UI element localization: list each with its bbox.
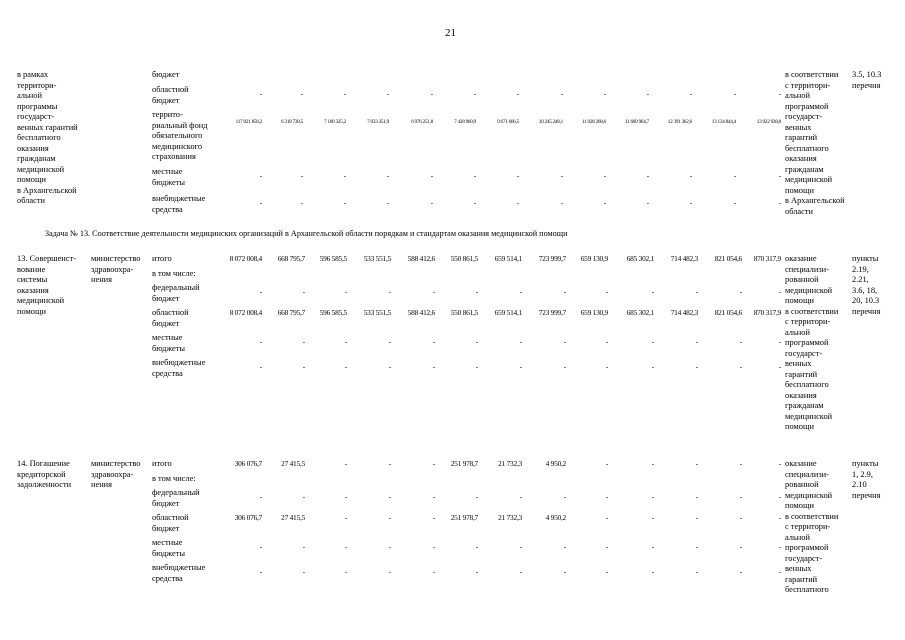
funding-value-cell: - bbox=[778, 492, 781, 501]
funding-value-cell: - bbox=[560, 171, 563, 180]
funding-value-cell: - bbox=[646, 198, 649, 207]
funding-value-cell: - bbox=[344, 337, 347, 346]
funding-value-cell: 8 072 008,4 bbox=[229, 308, 262, 317]
funding-value-cell: - bbox=[516, 171, 519, 180]
funding-source-label: итого bbox=[152, 459, 172, 468]
funding-value-cell: 6 318 738,5 bbox=[281, 119, 303, 125]
funding-value-cell: - bbox=[519, 542, 522, 551]
funding-value-cell: - bbox=[388, 362, 391, 371]
funding-value-cell: - bbox=[432, 513, 435, 522]
block2-result: оказание специализи- рованной медицинской помощи в соответствии с территори- альной программой государст- венных гарантий бесплатного оказания гражданам медицинской помощи bbox=[785, 254, 839, 431]
funding-value-cell: - bbox=[516, 89, 519, 98]
funding-value-cell: - bbox=[739, 567, 742, 576]
funding-value-cell: - bbox=[344, 567, 347, 576]
funding-value-cell: - bbox=[778, 459, 781, 468]
funding-value-cell: - bbox=[259, 198, 262, 207]
block3-executor: министерство здравоохра- нения bbox=[91, 459, 141, 489]
page-number: 21 bbox=[445, 27, 456, 39]
funding-value-cell: - bbox=[473, 89, 476, 98]
funding-value-cell: 251 978,7 bbox=[450, 513, 478, 522]
funding-value-cell: - bbox=[695, 362, 698, 371]
funding-value-cell: - bbox=[473, 171, 476, 180]
funding-value-cell: - bbox=[386, 89, 389, 98]
funding-value-cell: - bbox=[259, 492, 262, 501]
funding-value-cell: 533 551,5 bbox=[363, 254, 391, 263]
block3-points: пункты 1, 2.9, 2.10 перечня bbox=[852, 459, 881, 500]
block2-executor: министерство здравоохра- нения bbox=[91, 254, 141, 284]
funding-value-cell: - bbox=[432, 459, 435, 468]
funding-value-cell: - bbox=[563, 492, 566, 501]
funding-value-cell: - bbox=[475, 287, 478, 296]
funding-value-cell: - bbox=[344, 459, 347, 468]
funding-value-cell: 714 482,3 bbox=[670, 254, 698, 263]
funding-value-cell: 10 245 248,1 bbox=[538, 119, 563, 125]
funding-value-cell: - bbox=[605, 459, 608, 468]
funding-value-cell: - bbox=[695, 459, 698, 468]
funding-value-cell: 596 585,5 bbox=[319, 308, 347, 317]
funding-value-cell: 533 551,5 bbox=[363, 308, 391, 317]
funding-value-cell: - bbox=[302, 337, 305, 346]
funding-value-cell: - bbox=[651, 337, 654, 346]
funding-source-label: внебюджетные средства bbox=[152, 358, 206, 378]
funding-value-cell: 11 028 268,6 bbox=[581, 119, 606, 125]
funding-value-cell: - bbox=[302, 492, 305, 501]
funding-value-cell: - bbox=[733, 89, 736, 98]
funding-source-label: местные бюджеты bbox=[152, 167, 186, 187]
funding-value-cell: 723 999,7 bbox=[538, 254, 566, 263]
funding-value-cell: 21 732,3 bbox=[498, 513, 522, 522]
funding-value-cell: - bbox=[259, 542, 262, 551]
funding-value-cell: - bbox=[300, 198, 303, 207]
funding-value-cell: - bbox=[778, 513, 781, 522]
funding-value-cell: - bbox=[695, 287, 698, 296]
funding-value-cell: - bbox=[344, 513, 347, 522]
funding-value-cell: - bbox=[778, 198, 781, 207]
funding-source-label: областной бюджет bbox=[152, 513, 189, 533]
funding-value-cell: - bbox=[739, 459, 742, 468]
funding-value-cell: - bbox=[259, 567, 262, 576]
funding-source-label: местные бюджеты bbox=[152, 538, 186, 558]
funding-value-cell: - bbox=[689, 171, 692, 180]
funding-value-cell: 27 415,5 bbox=[281, 459, 305, 468]
funding-value-cell: - bbox=[733, 198, 736, 207]
funding-value-cell: 685 302,1 bbox=[626, 254, 654, 263]
funding-source-label: областной бюджет bbox=[152, 308, 189, 328]
funding-value-cell: 251 978,7 bbox=[450, 459, 478, 468]
funding-value-cell: - bbox=[605, 567, 608, 576]
funding-value-cell: 306 076,7 bbox=[234, 513, 262, 522]
funding-value-cell: - bbox=[646, 171, 649, 180]
funding-source-label: террито- риальный фонд обязательного медицинского страхования bbox=[152, 110, 208, 161]
funding-value-cell: - bbox=[388, 459, 391, 468]
block1-result: в соответствии с территори- альной программой государст- венных гарантий бесплатного оказания гражданам медицинской помощи в Архангельской области bbox=[785, 70, 845, 216]
funding-value-cell: - bbox=[388, 513, 391, 522]
funding-value-cell: - bbox=[778, 362, 781, 371]
funding-value-cell: - bbox=[560, 198, 563, 207]
funding-value-cell: 723 999,7 bbox=[538, 308, 566, 317]
funding-value-cell: 659 514,1 bbox=[494, 308, 522, 317]
funding-value-cell: - bbox=[475, 337, 478, 346]
funding-value-cell: 21 732,3 bbox=[498, 459, 522, 468]
funding-value-cell: - bbox=[603, 171, 606, 180]
funding-value-cell: - bbox=[388, 287, 391, 296]
funding-source-label: итого bbox=[152, 254, 172, 263]
block2-measure: 13. Совершенст- вование системы оказания медицинской помощи bbox=[17, 254, 76, 316]
funding-value-cell: - bbox=[519, 337, 522, 346]
funding-source-label: внебюджетные средства bbox=[152, 194, 206, 214]
funding-value-cell: - bbox=[259, 89, 262, 98]
funding-value-cell: - bbox=[386, 171, 389, 180]
funding-source-label: федеральный бюджет bbox=[152, 283, 200, 303]
funding-value-cell: - bbox=[388, 337, 391, 346]
funding-value-cell: - bbox=[430, 89, 433, 98]
funding-value-cell: - bbox=[651, 567, 654, 576]
funding-value-cell: - bbox=[302, 287, 305, 296]
funding-value-cell: - bbox=[259, 287, 262, 296]
funding-value-cell: - bbox=[739, 492, 742, 501]
funding-value-cell: - bbox=[519, 492, 522, 501]
funding-value-cell: - bbox=[605, 513, 608, 522]
block1-measure: в рамках территори- альной программы государст- венных гарантий бесплатного оказания гражданам медицинской помощи в Архангельской области bbox=[17, 70, 78, 205]
funding-value-cell: - bbox=[605, 492, 608, 501]
funding-value-cell: 27 415,5 bbox=[281, 513, 305, 522]
funding-value-cell: - bbox=[563, 362, 566, 371]
funding-value-cell: - bbox=[651, 459, 654, 468]
funding-value-cell: - bbox=[343, 171, 346, 180]
funding-value-cell: - bbox=[302, 567, 305, 576]
funding-value-cell: 550 861,5 bbox=[450, 254, 478, 263]
funding-value-cell: - bbox=[563, 287, 566, 296]
funding-value-cell: 4 950,2 bbox=[545, 513, 566, 522]
funding-value-cell: - bbox=[778, 567, 781, 576]
funding-value-cell: - bbox=[344, 287, 347, 296]
funding-value-cell: - bbox=[603, 89, 606, 98]
funding-value-cell: - bbox=[733, 171, 736, 180]
funding-value-cell: - bbox=[432, 287, 435, 296]
funding-value-cell: - bbox=[430, 198, 433, 207]
funding-value-cell: 13 922 938,0 bbox=[756, 119, 781, 125]
funding-value-cell: 12 391 362,6 bbox=[667, 119, 692, 125]
funding-source-label: внебюджетные средства bbox=[152, 563, 206, 583]
funding-value-cell: 588 412,6 bbox=[407, 308, 435, 317]
funding-value-cell: - bbox=[519, 362, 522, 371]
funding-value-cell: 7 033 351,9 bbox=[367, 119, 389, 125]
funding-value-cell: - bbox=[388, 567, 391, 576]
funding-value-cell: - bbox=[778, 542, 781, 551]
funding-value-cell: - bbox=[778, 171, 781, 180]
funding-value-cell: - bbox=[259, 171, 262, 180]
funding-value-cell: 7 180 325,2 bbox=[324, 119, 346, 125]
funding-value-cell: - bbox=[651, 287, 654, 296]
funding-value-cell: - bbox=[695, 542, 698, 551]
funding-value-cell: - bbox=[475, 542, 478, 551]
funding-value-cell: 821 054,6 bbox=[714, 308, 742, 317]
funding-value-cell: - bbox=[689, 198, 692, 207]
funding-value-cell: 550 861,5 bbox=[450, 308, 478, 317]
funding-value-cell: - bbox=[475, 492, 478, 501]
funding-value-cell: - bbox=[300, 89, 303, 98]
funding-value-cell: - bbox=[739, 513, 742, 522]
funding-value-cell: 685 302,1 bbox=[626, 308, 654, 317]
funding-value-cell: - bbox=[695, 492, 698, 501]
funding-value-cell: - bbox=[651, 492, 654, 501]
funding-value-cell: 6 976 251,8 bbox=[411, 119, 433, 125]
funding-value-cell: 870 317,9 bbox=[753, 254, 781, 263]
funding-value-cell: - bbox=[563, 567, 566, 576]
funding-value-cell: 306 076,7 bbox=[234, 459, 262, 468]
funding-value-cell: 668 795,7 bbox=[277, 308, 305, 317]
funding-value-cell: - bbox=[563, 337, 566, 346]
funding-value-cell: - bbox=[689, 89, 692, 98]
funding-value-cell: 7 428 960,9 bbox=[454, 119, 476, 125]
funding-value-cell: - bbox=[651, 542, 654, 551]
funding-value-cell: - bbox=[560, 89, 563, 98]
funding-value-cell: - bbox=[519, 567, 522, 576]
funding-value-cell: - bbox=[695, 337, 698, 346]
funding-value-cell: - bbox=[300, 171, 303, 180]
funding-value-cell: 659 130,9 bbox=[580, 254, 608, 263]
block3-measure: 14. Погашение кредиторской задолженности bbox=[17, 459, 72, 489]
funding-value-cell: - bbox=[473, 198, 476, 207]
funding-value-cell: 668 795,7 bbox=[277, 254, 305, 263]
task-13-heading: Задача № 13. Соответствие деятельности медицинских организаций в Архангельской области порядкам и стандартам оказания медицинской помощи bbox=[45, 229, 568, 238]
funding-value-cell: 870 317,9 bbox=[753, 308, 781, 317]
funding-value-cell: - bbox=[605, 542, 608, 551]
funding-value-cell: 9 671 666,5 bbox=[497, 119, 519, 125]
funding-value-cell: - bbox=[519, 287, 522, 296]
funding-value-cell: - bbox=[259, 337, 262, 346]
funding-value-cell: - bbox=[388, 492, 391, 501]
block3-result: оказание специализи- рованной медицинской помощи в соответствии с территори- альной программой государст- венных гарантий бесплатного bbox=[785, 459, 839, 594]
funding-value-cell: - bbox=[344, 362, 347, 371]
funding-value-cell: - bbox=[651, 362, 654, 371]
funding-value-cell: - bbox=[603, 198, 606, 207]
funding-value-cell: - bbox=[388, 542, 391, 551]
funding-value-cell: - bbox=[778, 287, 781, 296]
funding-value-cell: - bbox=[430, 171, 433, 180]
funding-value-cell: - bbox=[739, 542, 742, 551]
funding-value-cell: - bbox=[605, 287, 608, 296]
funding-value-cell: - bbox=[778, 337, 781, 346]
funding-source-label: федеральный бюджет bbox=[152, 488, 200, 508]
funding-value-cell: - bbox=[386, 198, 389, 207]
funding-value-cell: - bbox=[432, 492, 435, 501]
funding-value-cell: - bbox=[646, 89, 649, 98]
funding-value-cell: - bbox=[475, 567, 478, 576]
funding-value-cell: - bbox=[739, 362, 742, 371]
funding-value-cell: - bbox=[605, 362, 608, 371]
funding-value-cell: 4 950,2 bbox=[545, 459, 566, 468]
funding-source-label: областной бюджет bbox=[152, 85, 189, 105]
funding-value-cell: - bbox=[739, 337, 742, 346]
funding-source-label: местные бюджеты bbox=[152, 333, 186, 353]
funding-value-cell: 821 054,6 bbox=[714, 254, 742, 263]
funding-value-cell: 11 689 964,7 bbox=[624, 119, 649, 125]
funding-value-cell: - bbox=[739, 287, 742, 296]
funding-value-cell: - bbox=[344, 492, 347, 501]
funding-value-cell: - bbox=[778, 89, 781, 98]
funding-source-label: в том числе: bbox=[152, 269, 196, 278]
funding-source-label: бюджет bbox=[152, 70, 180, 79]
funding-source-label: в том числе: bbox=[152, 474, 196, 483]
funding-value-cell: - bbox=[475, 362, 478, 371]
funding-value-cell: - bbox=[259, 362, 262, 371]
funding-value-cell: - bbox=[651, 513, 654, 522]
funding-value-cell: - bbox=[695, 513, 698, 522]
funding-value-cell: - bbox=[432, 337, 435, 346]
funding-value-cell: 596 585,5 bbox=[319, 254, 347, 263]
funding-value-cell: - bbox=[343, 89, 346, 98]
funding-value-cell: - bbox=[563, 542, 566, 551]
funding-value-cell: - bbox=[432, 542, 435, 551]
funding-value-cell: - bbox=[432, 567, 435, 576]
funding-value-cell: 659 514,1 bbox=[494, 254, 522, 263]
funding-value-cell: - bbox=[605, 337, 608, 346]
funding-value-cell: - bbox=[695, 567, 698, 576]
funding-value-cell: - bbox=[302, 542, 305, 551]
funding-value-cell: - bbox=[516, 198, 519, 207]
funding-value-cell: 714 482,3 bbox=[670, 308, 698, 317]
funding-value-cell: 588 412,6 bbox=[407, 254, 435, 263]
block2-points: пункты 2.19, 2.21, 3.6, 18, 20, 10.3 перечня bbox=[852, 254, 881, 316]
block1-points: 3.5, 10.3 перечня bbox=[852, 70, 882, 90]
funding-value-cell: - bbox=[432, 362, 435, 371]
funding-value-cell: 8 072 008,4 bbox=[229, 254, 262, 263]
funding-value-cell: 117 021 858,2 bbox=[235, 119, 262, 125]
funding-value-cell: - bbox=[343, 198, 346, 207]
funding-value-cell: - bbox=[344, 542, 347, 551]
funding-value-cell: - bbox=[302, 362, 305, 371]
funding-value-cell: 13 134 844,4 bbox=[711, 119, 736, 125]
funding-value-cell: 659 130,9 bbox=[580, 308, 608, 317]
